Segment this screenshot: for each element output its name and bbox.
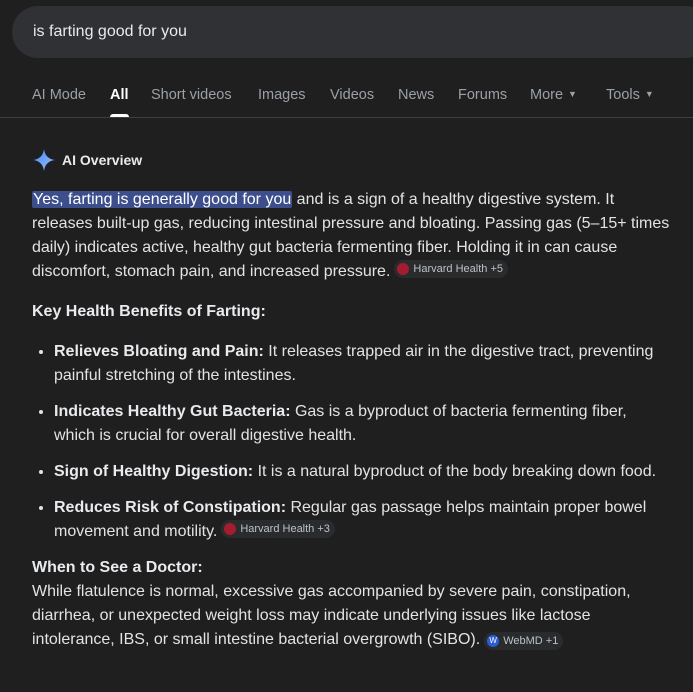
list-item bbox=[54, 340, 672, 388]
tab-more[interactable] bbox=[530, 87, 577, 103]
tab-tools-label: Tools bbox=[606, 87, 640, 103]
highlighted-answer: Yes, farting is generally good for you bbox=[33, 191, 292, 208]
doctor-paragraph bbox=[32, 580, 672, 652]
tab-ai-mode[interactable]: AI Mode bbox=[32, 87, 86, 103]
webmd-icon: W bbox=[487, 635, 499, 647]
search-bar[interactable] bbox=[12, 6, 693, 58]
doctor-text: While flatulence is normal, excessive gas accompanied by severe pain, constipation, diarrhea, or unexpected weight loss may indicate underlying issues like lactose intolerance, IBS, or small intestine bacterial overgrowth (SIBO). bbox=[32, 583, 631, 648]
tab-tools[interactable] bbox=[606, 87, 654, 103]
benefit-title: Relieves Bloating and Pain: bbox=[54, 343, 264, 360]
benefits-heading: Key Health Benefits of Farting: bbox=[32, 303, 266, 320]
source-label: Harvard Health +3 bbox=[240, 523, 330, 535]
doctor-heading: When to See a Doctor: bbox=[32, 559, 203, 576]
tab-forums[interactable]: Forums bbox=[458, 87, 508, 103]
tab-all[interactable]: All bbox=[110, 87, 129, 103]
benefit-title: Indicates Healthy Gut Bacteria: bbox=[54, 403, 291, 420]
benefit-text: It is a natural byproduct of the body breaking down food. bbox=[253, 463, 657, 480]
source-label: WebMD +1 bbox=[503, 635, 559, 647]
ai-overview-content bbox=[32, 188, 672, 652]
benefit-text: It releases trapped air in the digestive tract, preventing painful stretching of the intestines. bbox=[54, 343, 654, 384]
tab-short-videos[interactable]: Short videos bbox=[151, 87, 232, 103]
caret-down-icon: ▼ bbox=[568, 89, 577, 99]
benefit-title: Sign of Healthy Digestion: bbox=[54, 463, 254, 480]
tab-videos[interactable]: Videos bbox=[330, 87, 375, 103]
intro-text: and is a sign of a healthy digestive system. It releases built-up gas, reducing intestinal pressure and bloating. Passing gas (5–15+ times daily) indicates active, healthy gut bacteria fermenting fiber. Holding it in can cause discomfort, stomach pain, and increased pressure. bbox=[32, 191, 670, 280]
benefits-list bbox=[32, 340, 672, 544]
caret-down-icon: ▼ bbox=[644, 89, 654, 99]
source-chip[interactable] bbox=[394, 260, 508, 278]
harvard-health-icon bbox=[224, 523, 236, 535]
source-chip[interactable] bbox=[484, 632, 563, 650]
search-input[interactable] bbox=[33, 6, 633, 58]
list-item bbox=[54, 400, 672, 448]
benefit-text: Regular gas passage helps maintain proper bowel movement and motility. bbox=[54, 499, 647, 540]
intro-paragraph bbox=[32, 188, 672, 284]
harvard-health-icon bbox=[397, 263, 409, 275]
list-item bbox=[54, 460, 672, 484]
list-item bbox=[54, 496, 672, 544]
ai-sparkle-icon bbox=[32, 148, 56, 172]
source-label: Harvard Health +5 bbox=[413, 263, 503, 275]
search-tabs bbox=[0, 80, 693, 118]
tab-more-label: More bbox=[530, 87, 564, 103]
tab-news[interactable]: News bbox=[398, 87, 435, 103]
source-chip[interactable] bbox=[221, 520, 335, 538]
ai-overview-title: AI Overview bbox=[62, 152, 143, 168]
benefit-text: Gas is a byproduct of bacteria fermenting fiber, which is crucial for overall digestive health. bbox=[54, 403, 627, 444]
tab-images[interactable]: Images bbox=[258, 87, 306, 103]
benefit-title: Reduces Risk of Constipation: bbox=[54, 499, 287, 516]
